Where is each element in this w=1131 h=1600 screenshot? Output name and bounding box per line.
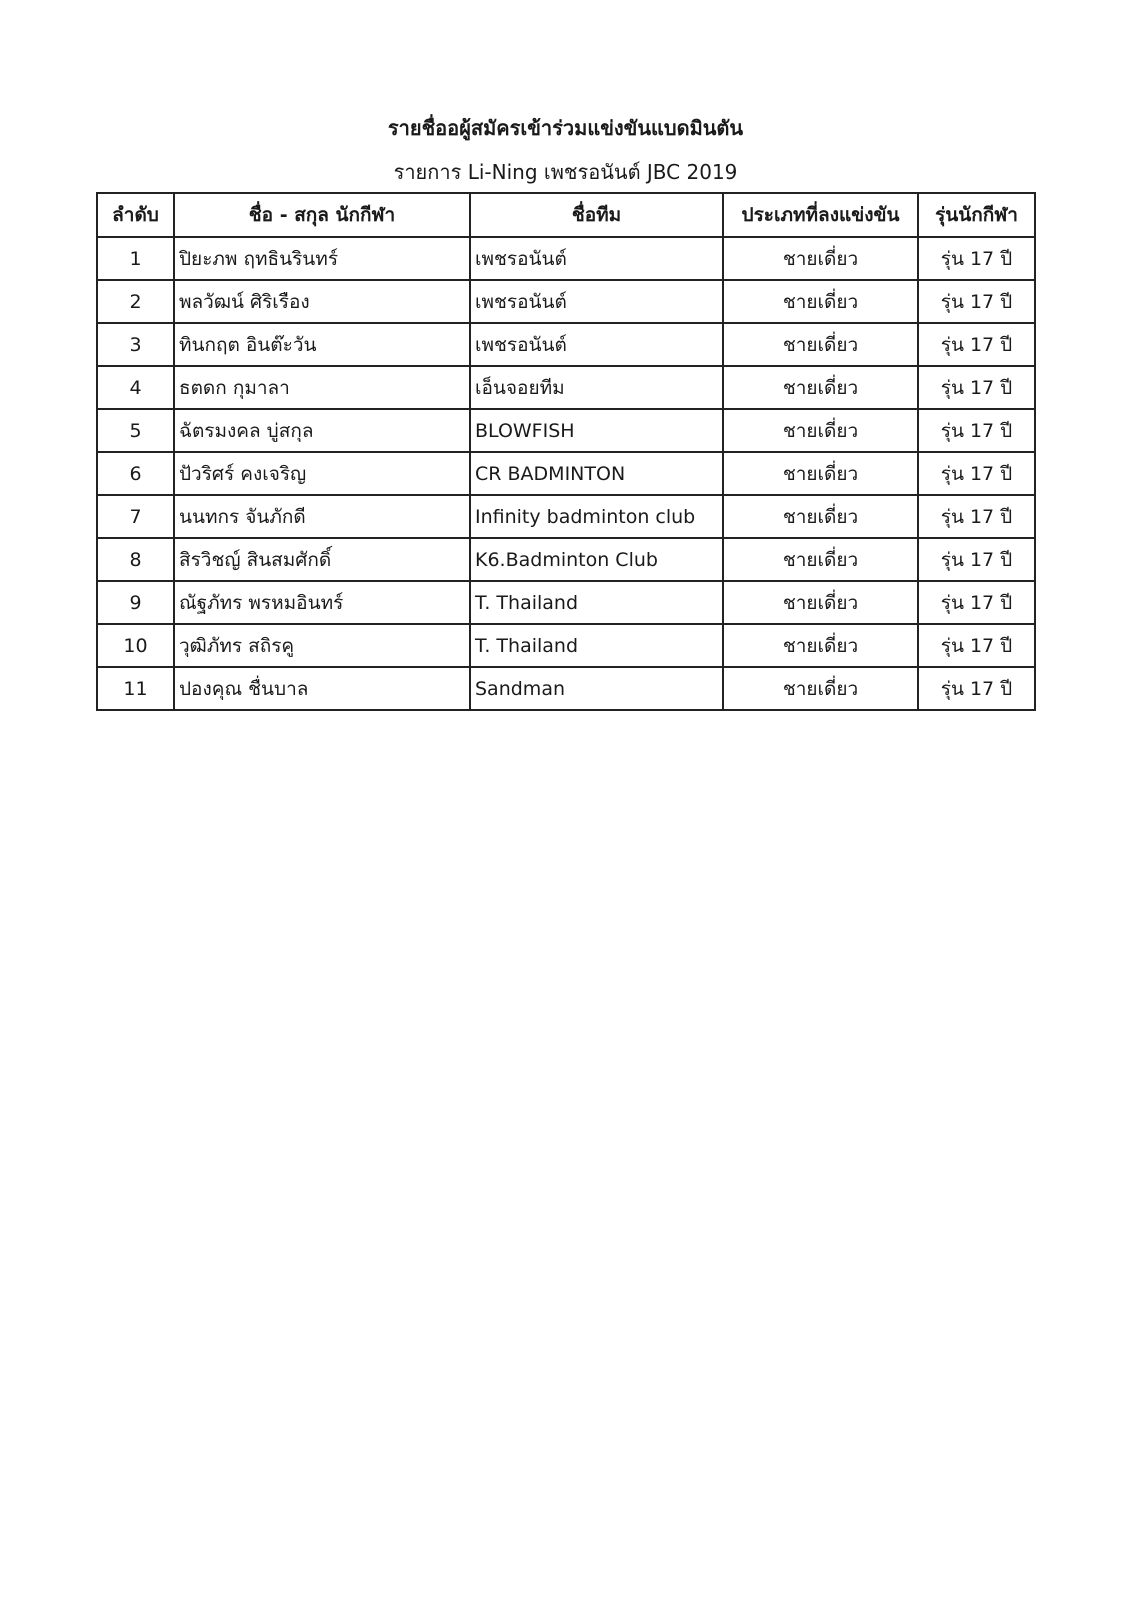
table-header-row: [97, 193, 1035, 237]
table-row: [97, 237, 1035, 280]
header-no: ลำดับ: [97, 193, 174, 237]
cell-event: ชายเดี่ยว: [723, 581, 918, 624]
cell-no: 9: [97, 581, 174, 624]
table-row: [97, 581, 1035, 624]
document-subtitle: รายการ Li-Ning เพชรอนันต์ JBC 2019: [393, 160, 738, 184]
cell-no: 6: [97, 452, 174, 495]
table-row: [97, 452, 1035, 495]
cell-age-group: รุ่น 17 ปี: [918, 409, 1035, 452]
cell-no: 7: [97, 495, 174, 538]
cell-age-group: รุ่น 17 ปี: [918, 581, 1035, 624]
table-row: [97, 538, 1035, 581]
cell-event: ชายเดี่ยว: [723, 323, 918, 366]
cell-event: ชายเดี่ยว: [723, 280, 918, 323]
cell-event: ชายเดี่ยว: [723, 452, 918, 495]
cell-no: 5: [97, 409, 174, 452]
table-row: [97, 323, 1035, 366]
cell-age-group: รุ่น 17 ปี: [918, 538, 1035, 581]
cell-event: ชายเดี่ยว: [723, 667, 918, 710]
cell-no: 10: [97, 624, 174, 667]
cell-name: พลวัฒน์ ศิริเรือง: [174, 280, 470, 323]
cell-team: K6.Badminton Club: [470, 538, 723, 581]
cell-name: ปองคุณ ชื่นบาล: [174, 667, 470, 710]
cell-team: BLOWFISH: [470, 409, 723, 452]
cell-team: เพชรอนันต์: [470, 280, 723, 323]
cell-team: T. Thailand: [470, 624, 723, 667]
cell-no: 3: [97, 323, 174, 366]
cell-age-group: รุ่น 17 ปี: [918, 495, 1035, 538]
cell-age-group: รุ่น 17 ปี: [918, 366, 1035, 409]
cell-no: 1: [97, 237, 174, 280]
header-age-group: รุ่นนักกีฬา: [918, 193, 1035, 237]
header-team: ชื่อทีม: [470, 193, 723, 237]
cell-name: ทินกฤต อินต๊ะวัน: [174, 323, 470, 366]
cell-team: เพชรอนันต์: [470, 323, 723, 366]
header-name: ชื่อ - สกุล นักกีฬา: [174, 193, 470, 237]
registration-table: [96, 192, 1036, 711]
cell-age-group: รุ่น 17 ปี: [918, 452, 1035, 495]
cell-event: ชายเดี่ยว: [723, 237, 918, 280]
cell-no: 4: [97, 366, 174, 409]
cell-name: วุฒิภัทร สถิรคู: [174, 624, 470, 667]
table-row: [97, 624, 1035, 667]
cell-event: ชายเดี่ยว: [723, 538, 918, 581]
cell-team: เพชรอนันต์: [470, 237, 723, 280]
cell-team: Infinity badminton club: [470, 495, 723, 538]
table-row: [97, 495, 1035, 538]
cell-name: ธตดก กุมาลา: [174, 366, 470, 409]
cell-team: CR BADMINTON: [470, 452, 723, 495]
cell-name: ฉัตรมงคล บู่สกุล: [174, 409, 470, 452]
document-title: รายชื่ออผู้สมัครเข้าร่วมแข่งขันแบดมินตัน: [387, 116, 744, 140]
cell-name: ปัวริศร์ คงเจริญ: [174, 452, 470, 495]
cell-event: ชายเดี่ยว: [723, 624, 918, 667]
cell-event: ชายเดี่ยว: [723, 495, 918, 538]
cell-event: ชายเดี่ยว: [723, 366, 918, 409]
table-row: [97, 280, 1035, 323]
cell-name: สิรวิชญ์ สินสมศักดิ์: [174, 538, 470, 581]
cell-name: ปิยะภพ ฤทธินรินทร์: [174, 237, 470, 280]
cell-team: เอ็นจอยทีม: [470, 366, 723, 409]
cell-name: ณัฐภัทร พรหมอินทร์: [174, 581, 470, 624]
cell-team: T. Thailand: [470, 581, 723, 624]
table-row: [97, 667, 1035, 710]
header-event: ประเภทที่ลงแข่งขัน: [723, 193, 918, 237]
cell-age-group: รุ่น 17 ปี: [918, 237, 1035, 280]
cell-age-group: รุ่น 17 ปี: [918, 624, 1035, 667]
cell-age-group: รุ่น 17 ปี: [918, 323, 1035, 366]
cell-team: Sandman: [470, 667, 723, 710]
cell-no: 11: [97, 667, 174, 710]
table-row: [97, 366, 1035, 409]
cell-no: 2: [97, 280, 174, 323]
cell-age-group: รุ่น 17 ปี: [918, 667, 1035, 710]
cell-no: 8: [97, 538, 174, 581]
cell-name: นนทกร จันภักดี: [174, 495, 470, 538]
cell-age-group: รุ่น 17 ปี: [918, 280, 1035, 323]
cell-event: ชายเดี่ยว: [723, 409, 918, 452]
table-row: [97, 409, 1035, 452]
